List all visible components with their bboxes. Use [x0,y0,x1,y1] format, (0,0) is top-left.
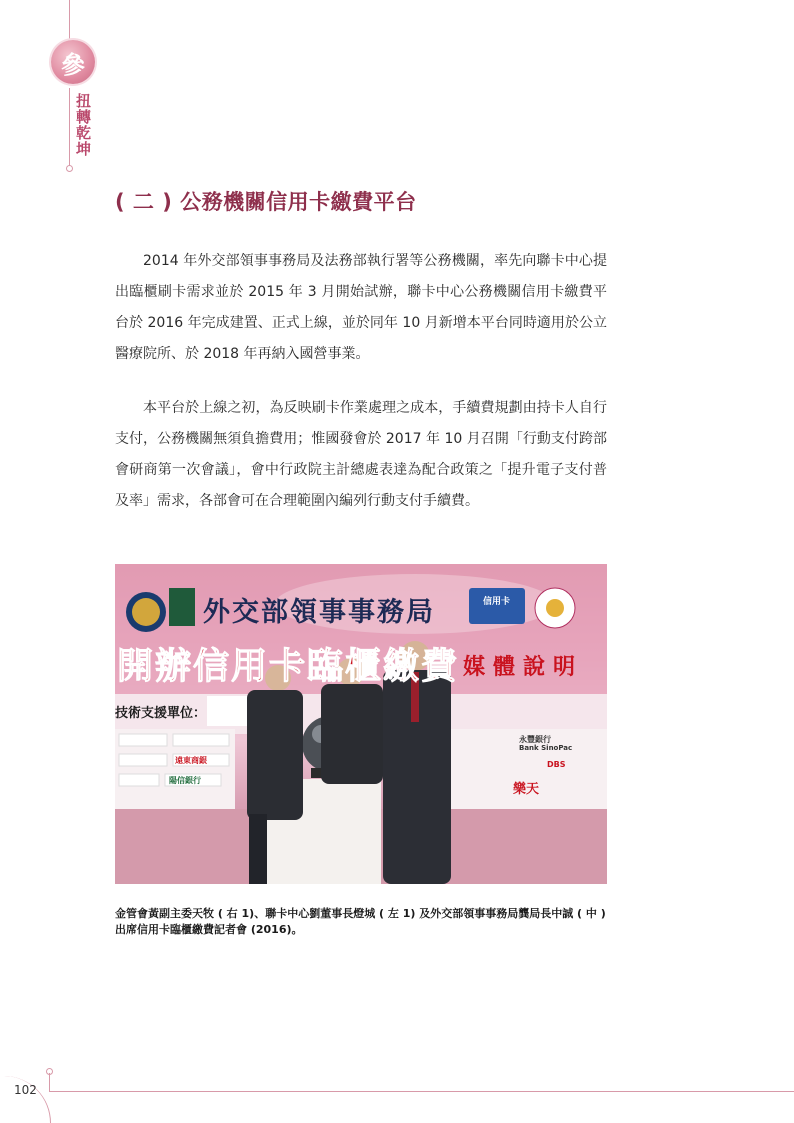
chapter-badge: 參 [51,40,95,84]
chapter-rule-dot [66,165,73,172]
passport-icon [169,588,195,626]
body-paragraph-1: 2014 年外交部領事事務局及法務部執行署等公務機關，率先向聯卡中心提出臨櫃刷卡需求並於 2015 年 3 月開始試辦，聯卡中心公務機關信用卡繳費平台於 2016 年完成建置、正式上線，並於同年 10 月新增本平台同時適用於公立醫療院所、於 2018 年再納入國營事業。 [115,253,607,362]
bank-logo-sunny: 陽信銀行 [169,776,201,785]
press-conference-photo [115,564,607,884]
bank-logo-sinopac: 永豐銀行 [519,735,551,744]
bank-logo-rakuten: 樂天 [513,782,540,797]
bank-logo-fareast: 遠東商銀 [175,756,207,765]
bank-logo-dbs: DBS [547,760,566,769]
section-title: ( 二 ) 公務機關信用卡繳費平台 [115,190,417,214]
banner-headline: 開辦信用卡臨櫃繳費 [117,646,460,687]
photo-caption: 金管會黃副主委天牧 ( 右 1)、聯卡中心劉董事長燈城 ( 左 1) 及外交部領事事務局龔局長中誠 ( 中 ) 出席信用卡臨櫃繳費記者會 (2016)。 [115,907,606,936]
banner-media-label: 媒體說明 [463,655,584,680]
footer-rule-vertical [49,1073,50,1091]
banner-title: 外交部領事事務局 [203,597,435,628]
body-paragraph-2: 本平台於上線之初，為反映刷卡作業處理之成本，手續費規劃由持卡人自行支付，公務機關無須負擔費用；惟國發會於 2017 年 10 月召開「行動支付跨部會研商第一次會議」，會中行政院主計總處表達為配合政策之「提升電子支付普及率」需求，各部會可在合理範圍內編列行動支付手續費。 [115,400,607,509]
footer-rule [49,1091,794,1092]
chapter-rule-bottom [69,88,70,166]
chapter-vertical-title: 扭轉乾坤 [74,93,92,157]
card-label: 信用卡 [483,597,511,607]
page-number: 102 [14,1083,37,1097]
bank-logo-sinopac-en: Bank SinoPac [519,744,573,752]
chapter-rule-top [69,0,70,40]
support-label: 技術支援單位： [115,706,207,721]
